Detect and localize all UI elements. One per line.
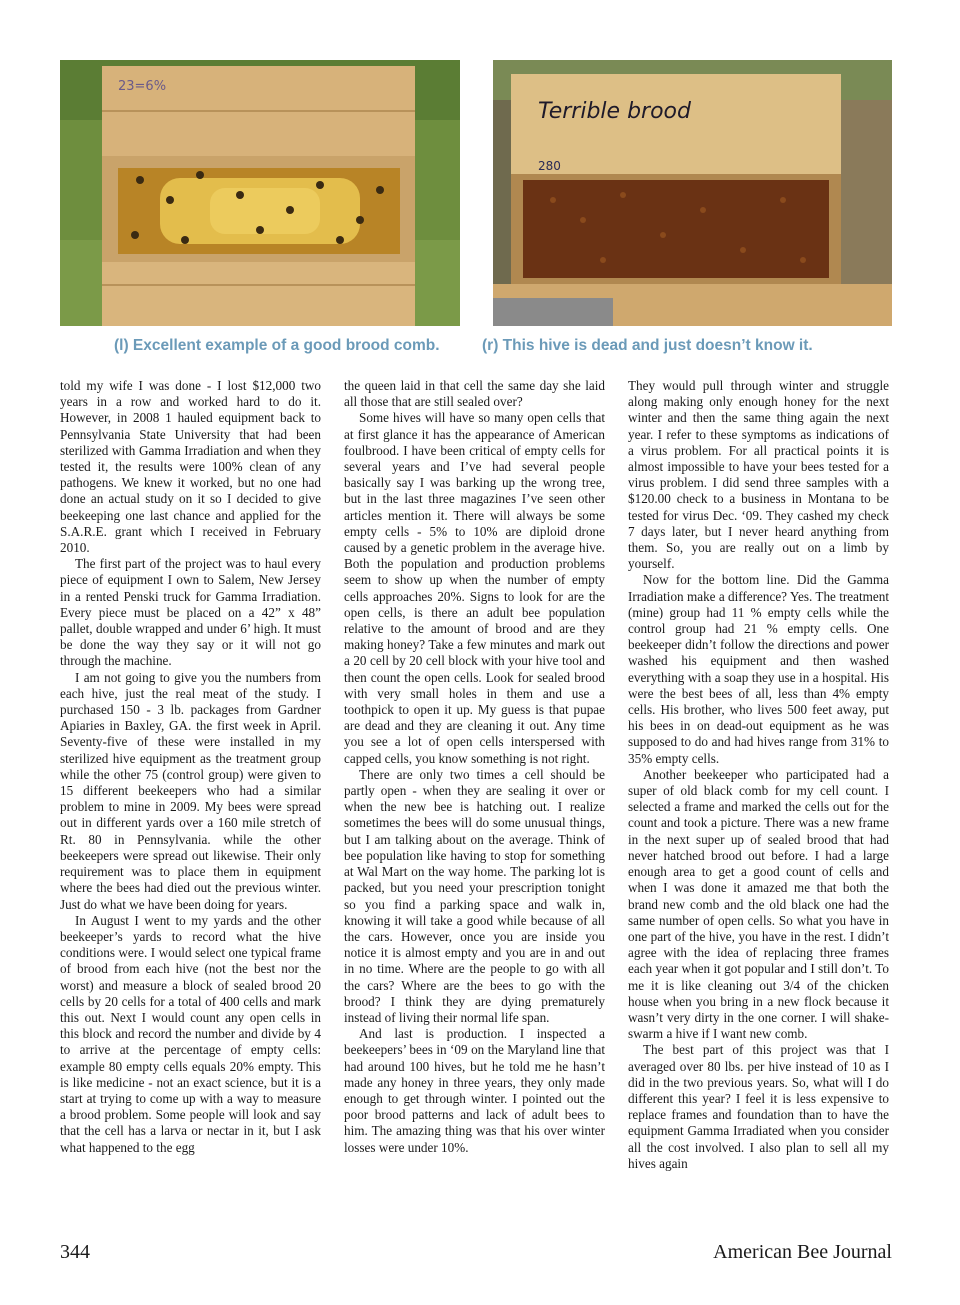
paragraph: Some hives will have so many open cells that at first glance it has the appearance of American foulbrood. I have been critical of empty cells for several years and I’ve had several people basically say I was barking up the wrong tree, but in the last three magazines I’ve seen other articles mention it. There will always be some empty cells - 5% to 10% are diploid drone caused by a genetic problem in the average hive. Both the population and production problems seem to show up when the number of empty cells approaches 20%. Signs to look for are the open cells, is there an adult bee population relative to the amount of brood and are they making honey? Take a few minutes and mark out a 20 cell by 20 cell block with your hive tool and then count the open cells. Look for sealed brood with very small holes in them and use a toothpick to open it up. My guess is that pupae are dead and they are cleaning it out. Any time you see a lot of open cells interspersed with capped cells, you know something is not right. <box>344 410 605 766</box>
paragraph: I am not going to give you the numbers from each hive, just the real meat of the study. I purchased 150 - 3 lb. packages from Gardner Apiaries in Baxley, GA. the first week in April. Seventy-five of these were installed in my sterilized hive equipment as the treatment group while the other 75 (control group) were given to 15 different beekeepers who had a similar problem to mine in 2009. My bees were spread out in different yards over a 160 mile stretch of Rt. 80 in Pennsylvania. while the other beekeepers were spread out likewise. Their only requirement was to place them in equipment where the bees had died out the previous winter. Just do what we have been doing for years. <box>60 669 321 912</box>
paragraph: Now for the bottom line. Did the Gamma Irradiation make a difference? Yes. The treatment (mine) group had 11 % empty cells while the control group had 21 % empty cells. One beekeeper didn’t follow the directions and power washed his equipment and then washed everything with a soap they use in a hospital. His were the best bees of all, less than 4% empty cells. His brother, who lives 500 feet away, put his bees in on dead-out equipment as he was supposed to do and had hives range from 31% to 35% empty cells. <box>628 572 889 766</box>
paragraph: the queen laid in that cell the same day she laid all those that are still sealed over? <box>344 378 605 410</box>
caption-right: (r) This hive is dead and just doesn’t know it. <box>482 337 813 354</box>
paragraph: The best part of this project was that I averaged over 80 lbs. per hive instead of 10 as I did in the two previous years. So, what will I do different this year? I feel it is less expensive to replace frames and foundation than to have the equipment Gamma Irradiated when you consider all the cost involved. I also plan to sell all my hives again <box>628 1042 889 1171</box>
paragraph: And last is production. I inspected a beekeepers’ bees in ‘09 on the Maryland line that had around 100 hives, but he told me he hasn’t made any honey in three years, they only made enough to get through winter. I pointed out the poor brood patterns and lack of adult bees to him. The amazing thing was that his over winter losses were under 10%. <box>344 1026 605 1155</box>
journal-name: American Bee Journal <box>713 1241 892 1263</box>
paragraph: There are only two times a cell should be partly open - when they are sealing it over or when the new bee is hatching out. I realize sometimes the bees will do some unusual things, but I am talking about on the average. Think of bee population like having to stop for something at Wal Mart on the way home. The parking lot is packed, but you need your prescription tonight so you find a parking space and walk in, knowing it will take a good while because of all the cars. However, once you are inside you notice it is almost empty and you are in and out in no time. Where are the people to go with all the cars? Where are the bees to go with the brood? I think they are dying prematurely instead of living their normal life span. <box>344 766 605 1025</box>
photo-good-brood-comb <box>60 60 460 326</box>
article-column-1 <box>60 378 321 1156</box>
handwritten-label: 23=6% <box>118 79 167 94</box>
article-column-3 <box>628 378 889 1172</box>
caption-left: (l) Excellent example of a good brood comb. <box>114 337 440 354</box>
paragraph: The first part of the project was to haul every piece of equipment I own to Salem, New Jersey in a rented Penski truck for Gamma Irradiation. Every piece must be placed on a 42” x 48” pallet, double wrapped and under 6’ high. It must be done the way they say or it will not go through the machine. <box>60 556 321 669</box>
paragraph: told my wife I was done - I lost $12,000 two years in a row and worked hard to do it. However, in 2008 1 hauled equipment back to Pennsylvania State University that had been sterilized with Gamma Irradiation and when they tested it, the results were 100% clean of any pathogens. We knew it worked, but no one had done an actual study on it so I decided to give beekeeping one last chance and applied for the S.A.R.E. grant which I received in February 2010. <box>60 378 321 556</box>
paragraph: They would pull through winter and struggle along making only enough honey for the next winter and then the same thing again the next year. I refer to these symptoms as indications of a virus problem. For all practical points it is almost impossible to have your bees tested for a virus problem. I did send three samples with a $120.00 check to a business in Montana to be tested for virus Dec. ‘09. They cashed my check 7 days later, but I never heard anything from them. So, you are really out on a limb by yourself. <box>628 378 889 572</box>
handwritten-label-main: Terrible brood <box>538 99 691 124</box>
paragraph: Another beekeeper who participated had a super of old black comb for my cell count. I selected a frame and marked the cells out for the count and took a picture. There was a new frame in the next super up of sealed brood that had never hatched brood out before. I had a large enough area to get a good count of cells and when I was done it amazed me that both the brand new comb and the old black one had the same number of open cells. So what you have in one part of the hive, you have in the rest. I didn’t agree with the idea of replacing three frames each year when it got popular and I still don’t. To me it is like cleaning out 3/4 of the chicken house when you bring in a new flock because it wasn’t very dirty in the one corner. I will shake-swarm a hive if I want new comb. <box>628 766 889 1042</box>
handwritten-label-small: 280 <box>538 159 561 173</box>
paragraph: In August I went to my yards and the other beekeeper’s yards to record what the hive conditions were. I would select one typical frame of brood from each hive (not the best nor the worst) and measure a block of sealed brood 20 cells by 20 cells for a total of 400 cells and mark this out. Next I would count any open cells in this block and record the number and divide by 4 to arrive at the percentage of empty cells: example 80 empty cells equals 20% empty. This is like medicine - not an exact science, but it is a start at trying to come up with a way to measure a brood problem. Some people will look and say that the cell has a larva or nectar in it, but I ask what happened to the egg <box>60 912 321 1155</box>
page-number: 344 <box>60 1241 90 1263</box>
photo-terrible-brood <box>493 60 892 326</box>
article-column-2 <box>344 378 605 1156</box>
